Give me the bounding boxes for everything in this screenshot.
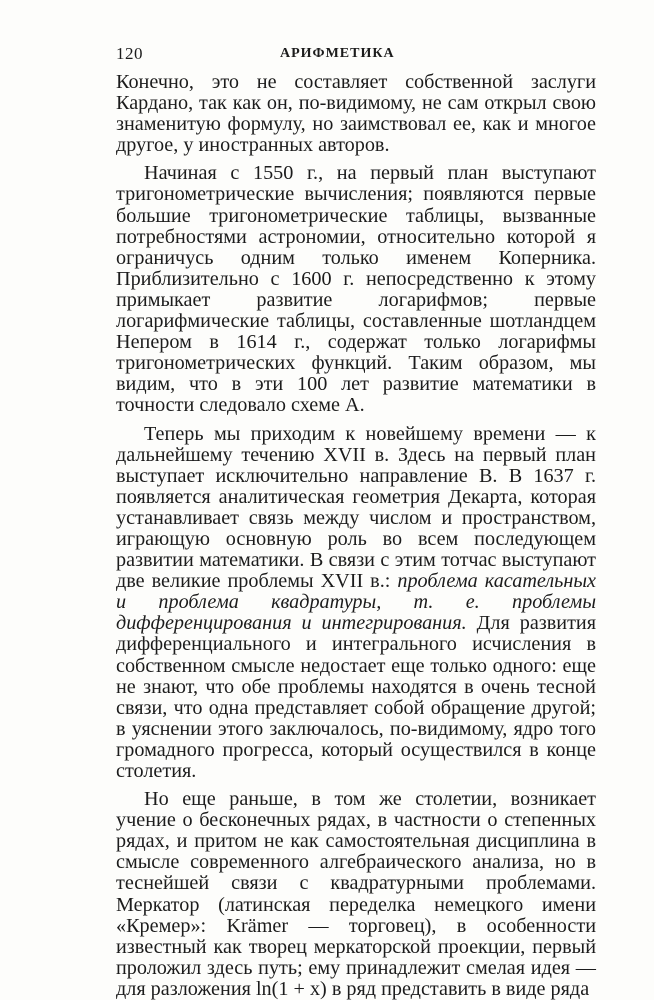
running-head: АРИФМЕТИКА xyxy=(280,46,395,61)
paragraph-4: Но еще раньше, в том же столетии, возникает учение о бесконечных рядах, в частности о степенных рядах, и притом не как самостоятельная дисциплина в смысле современного алгебраического анализа, но в теснейшей связи с квадратурными проблемами. Меркатор (латинская переделка немецкого имени «Кремер»: Krämer — торговец), в особенности известный как творец меркаторской проекции, первый проложил здесь путь; ему принадлежит смелая идея — для разложения ln(1 + x) в ряд представить в виде ряда xyxy=(116,788,596,1000)
paragraph-3-italic: проблема касательных и проблема квадратуры, т. е. проблемы дифференцирования и интегрирования. xyxy=(116,570,596,635)
paragraph-1: Конечно, это не составляет собственной заслуги Кардано, так как он, по-видимому, не сам открыл свою знаменитую формулу, но заимствовал ее, как и многое другое, у иностранных авторов. xyxy=(116,71,596,157)
page-number: 120 xyxy=(116,44,143,63)
paragraph-3 xyxy=(116,424,596,783)
paragraph-3-text-after: Для развития дифференциального и интегрального исчисления в собственном смысле недостает еще только одного: еще не знают, что обе проблемы находятся в очень тесной связи, что одна представляет собой обращение другой; в уяснении этого заключалось, по-видимому, ядро того громадного прогресса, который осуществился в конце столетия. xyxy=(116,612,596,782)
body-text xyxy=(116,72,596,1007)
paragraph-3-text-before: Теперь мы приходим к новейшему времени — к дальнейшему течению XVII в. Здесь на первый план выступает исключительно направление В. В 1637 г. появляется аналитическая геометрия Декарта, которая устанавливает связь между числом и пространством, играющую основную роль во всем последующем развитии математики. В связи с этим тотчас выступают две великие проблемы XVII в.: xyxy=(116,422,596,593)
paragraph-2: Начиная с 1550 г., на первый план выступают тригонометрические вычисления; появляются первые большие тригонометрические таблицы, вызванные потребностями астрономии, относительно которой я ограничусь одним только именем Коперника. Приблизительно с 1600 г. непосредственно к этому примыкает развитие логарифмов; первые логарифмические таблицы, составленные шотландцем Непером в 1614 г., содержат только логарифмы тригонометрических функций. Таким образом, мы видим, что в эти 100 лет развитие математики в точности следовало схеме А. xyxy=(116,162,596,417)
